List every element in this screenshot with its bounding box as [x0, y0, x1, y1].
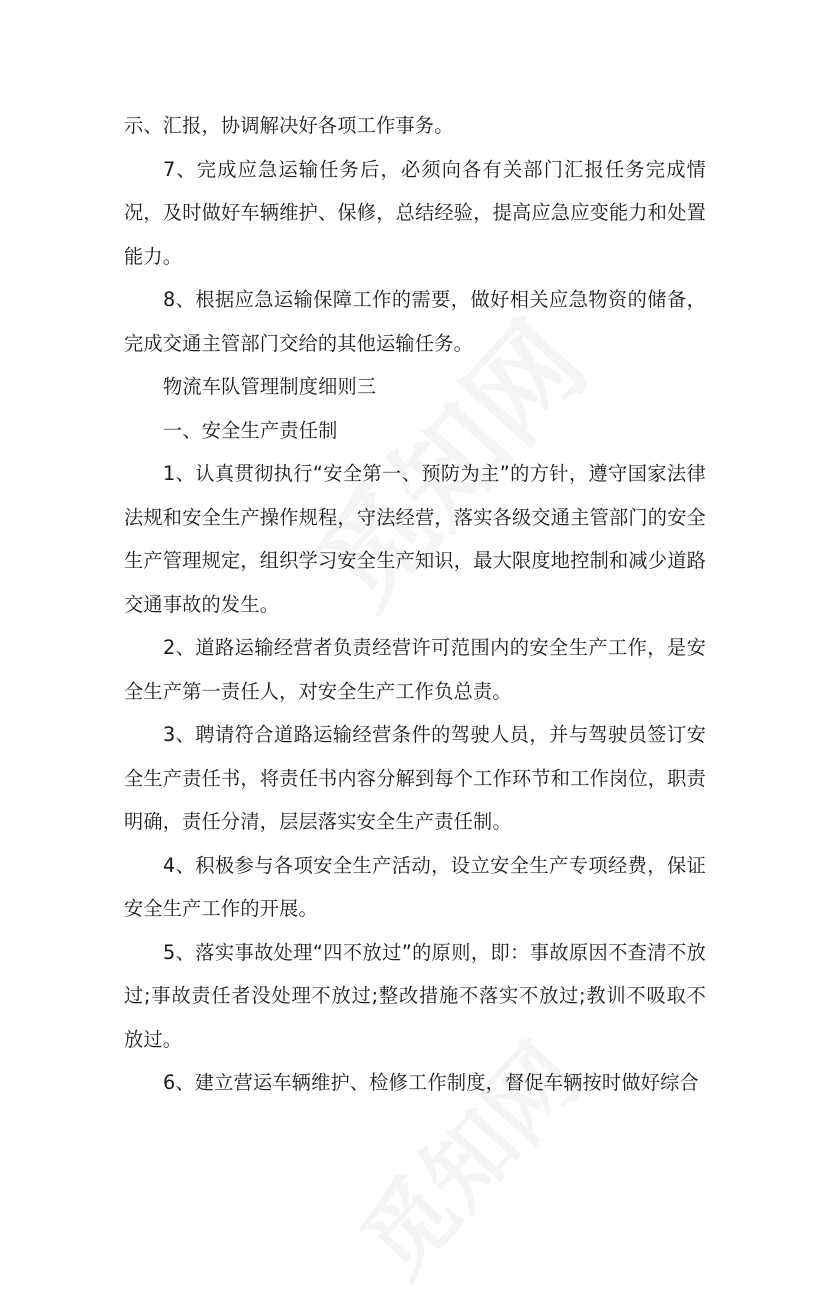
paragraph: 6、建立营运车辆维护、检修工作制度，督促车辆按时做好综合 [163, 1071, 699, 1094]
section-title: 物流车队管理制度细则三 [163, 375, 377, 398]
paragraph: 8、根据应急运输保障工作的需要，做好相关应急物资的储备，完成交通主管部门交给的其他运输任务。 [124, 288, 706, 355]
paragraph: 2、道路运输经营者负责经营许可范围内的安全生产工作，是安全生产第一责任人，对安全生产工作负总责。 [124, 636, 706, 703]
section-heading: 一、安全生产责任制 [163, 418, 338, 442]
paragraph: 1、认真贯彻执行“安全第一、预防为主”的方针，遵守国家法律法规和安全生产操作规程，守法经营，落实各级交通主管部门的安全生产管理规定，组织学习安全生产知识，最大限度地控制和减少道路交通事故的发生。 [124, 462, 706, 616]
paragraph: 示、汇报，协调解决好各项工作事务。 [124, 114, 454, 137]
document-body [124, 104, 706, 1105]
paragraph: 3、聘请符合道路运输经营条件的驾驶人员，并与驾驶员签订安全生产责任书，将责任书内容分解到每个工作环节和工作岗位，职责明确，责任分清，层层落实安全生产责任制。 [124, 723, 706, 833]
paragraph: 7、完成应急运输任务后，必须向各有关部门汇报任务完成情况，及时做好车辆维护、保修，总结经验，提高应急应变能力和处置能力。 [124, 157, 706, 268]
paragraph: 4、积极参与各项安全生产活动，设立安全生产专项经费，保证安全生产工作的开展。 [124, 853, 706, 920]
paragraph: 5、落实事故处理“四不放过”的原则，即：事故原因不查清不放过;事故责任者没处理不放过;整改措施不落实不放过;教训不吸取不放过。 [124, 940, 706, 1051]
